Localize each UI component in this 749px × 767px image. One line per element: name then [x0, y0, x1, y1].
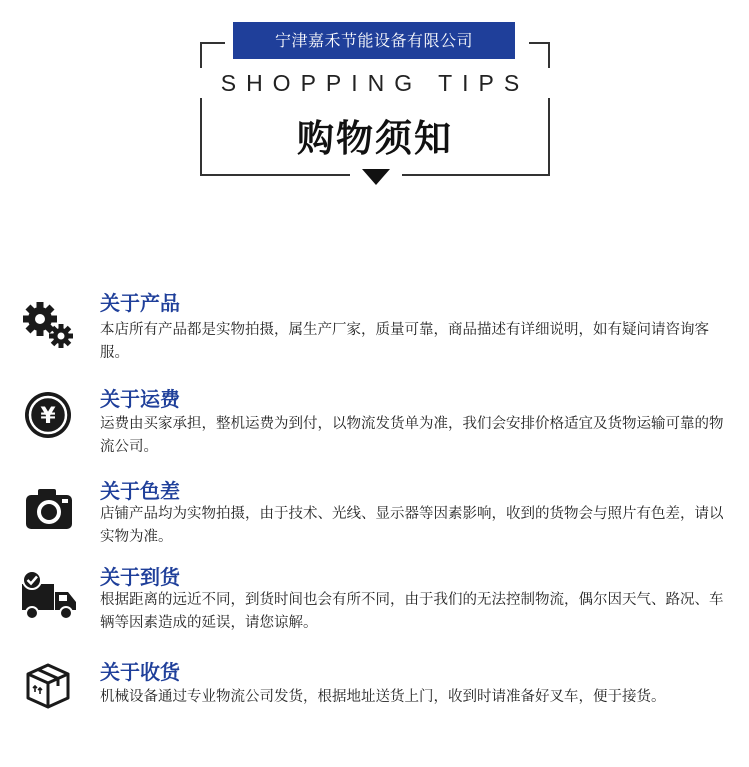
section-title: 关于到货 — [100, 565, 180, 589]
section-body: 机械设备通过专业物流公司发货，根据地址送货上门，收到时请准备好叉车，便于接货。 — [100, 689, 666, 705]
section-title: 关于产品 — [100, 291, 180, 315]
section-body: 本店所有产品都是实物拍摄，属生产厂家，质量可靠，商品描述有详细说明，如有疑问请咨询客服。 — [100, 322, 709, 361]
company-name-banner: 宁津嘉禾节能设备有限公司 — [233, 22, 515, 59]
camera-icon — [18, 477, 78, 537]
shopping-tips-chinese-heading: 购物须知 — [297, 117, 453, 160]
delivery-truck-icon — [18, 566, 78, 626]
section-title: 关于收货 — [100, 660, 180, 684]
svg-text:¥: ¥ — [40, 404, 56, 429]
shopping-tips-heading: SHOPPING TIPS — [168, 68, 582, 98]
section-body: 运费由买家承担，整机运费为到付，以物流发货单为准，我们会安排价格适宜及货物运输可靠的物流公司。 — [100, 416, 724, 455]
yen-coin-icon — [18, 385, 78, 445]
section-title: 关于运费 — [100, 387, 180, 411]
down-arrow-icon — [362, 169, 390, 185]
section-title: 关于色差 — [100, 479, 180, 503]
gears-icon — [18, 293, 78, 353]
section-body: 根据距离的远近不同，到货时间也会有所不同，由于我们的无法控制物流，偶尔因天气、路况、车辆等因素造成的延误，请您谅解。 — [100, 592, 724, 631]
section-body: 店铺产品均为实物拍摄，由于技术、光线、显示器等因素影响，收到的货物会与照片有色差，请以实物为准。 — [100, 506, 724, 545]
package-box-icon — [18, 656, 78, 716]
